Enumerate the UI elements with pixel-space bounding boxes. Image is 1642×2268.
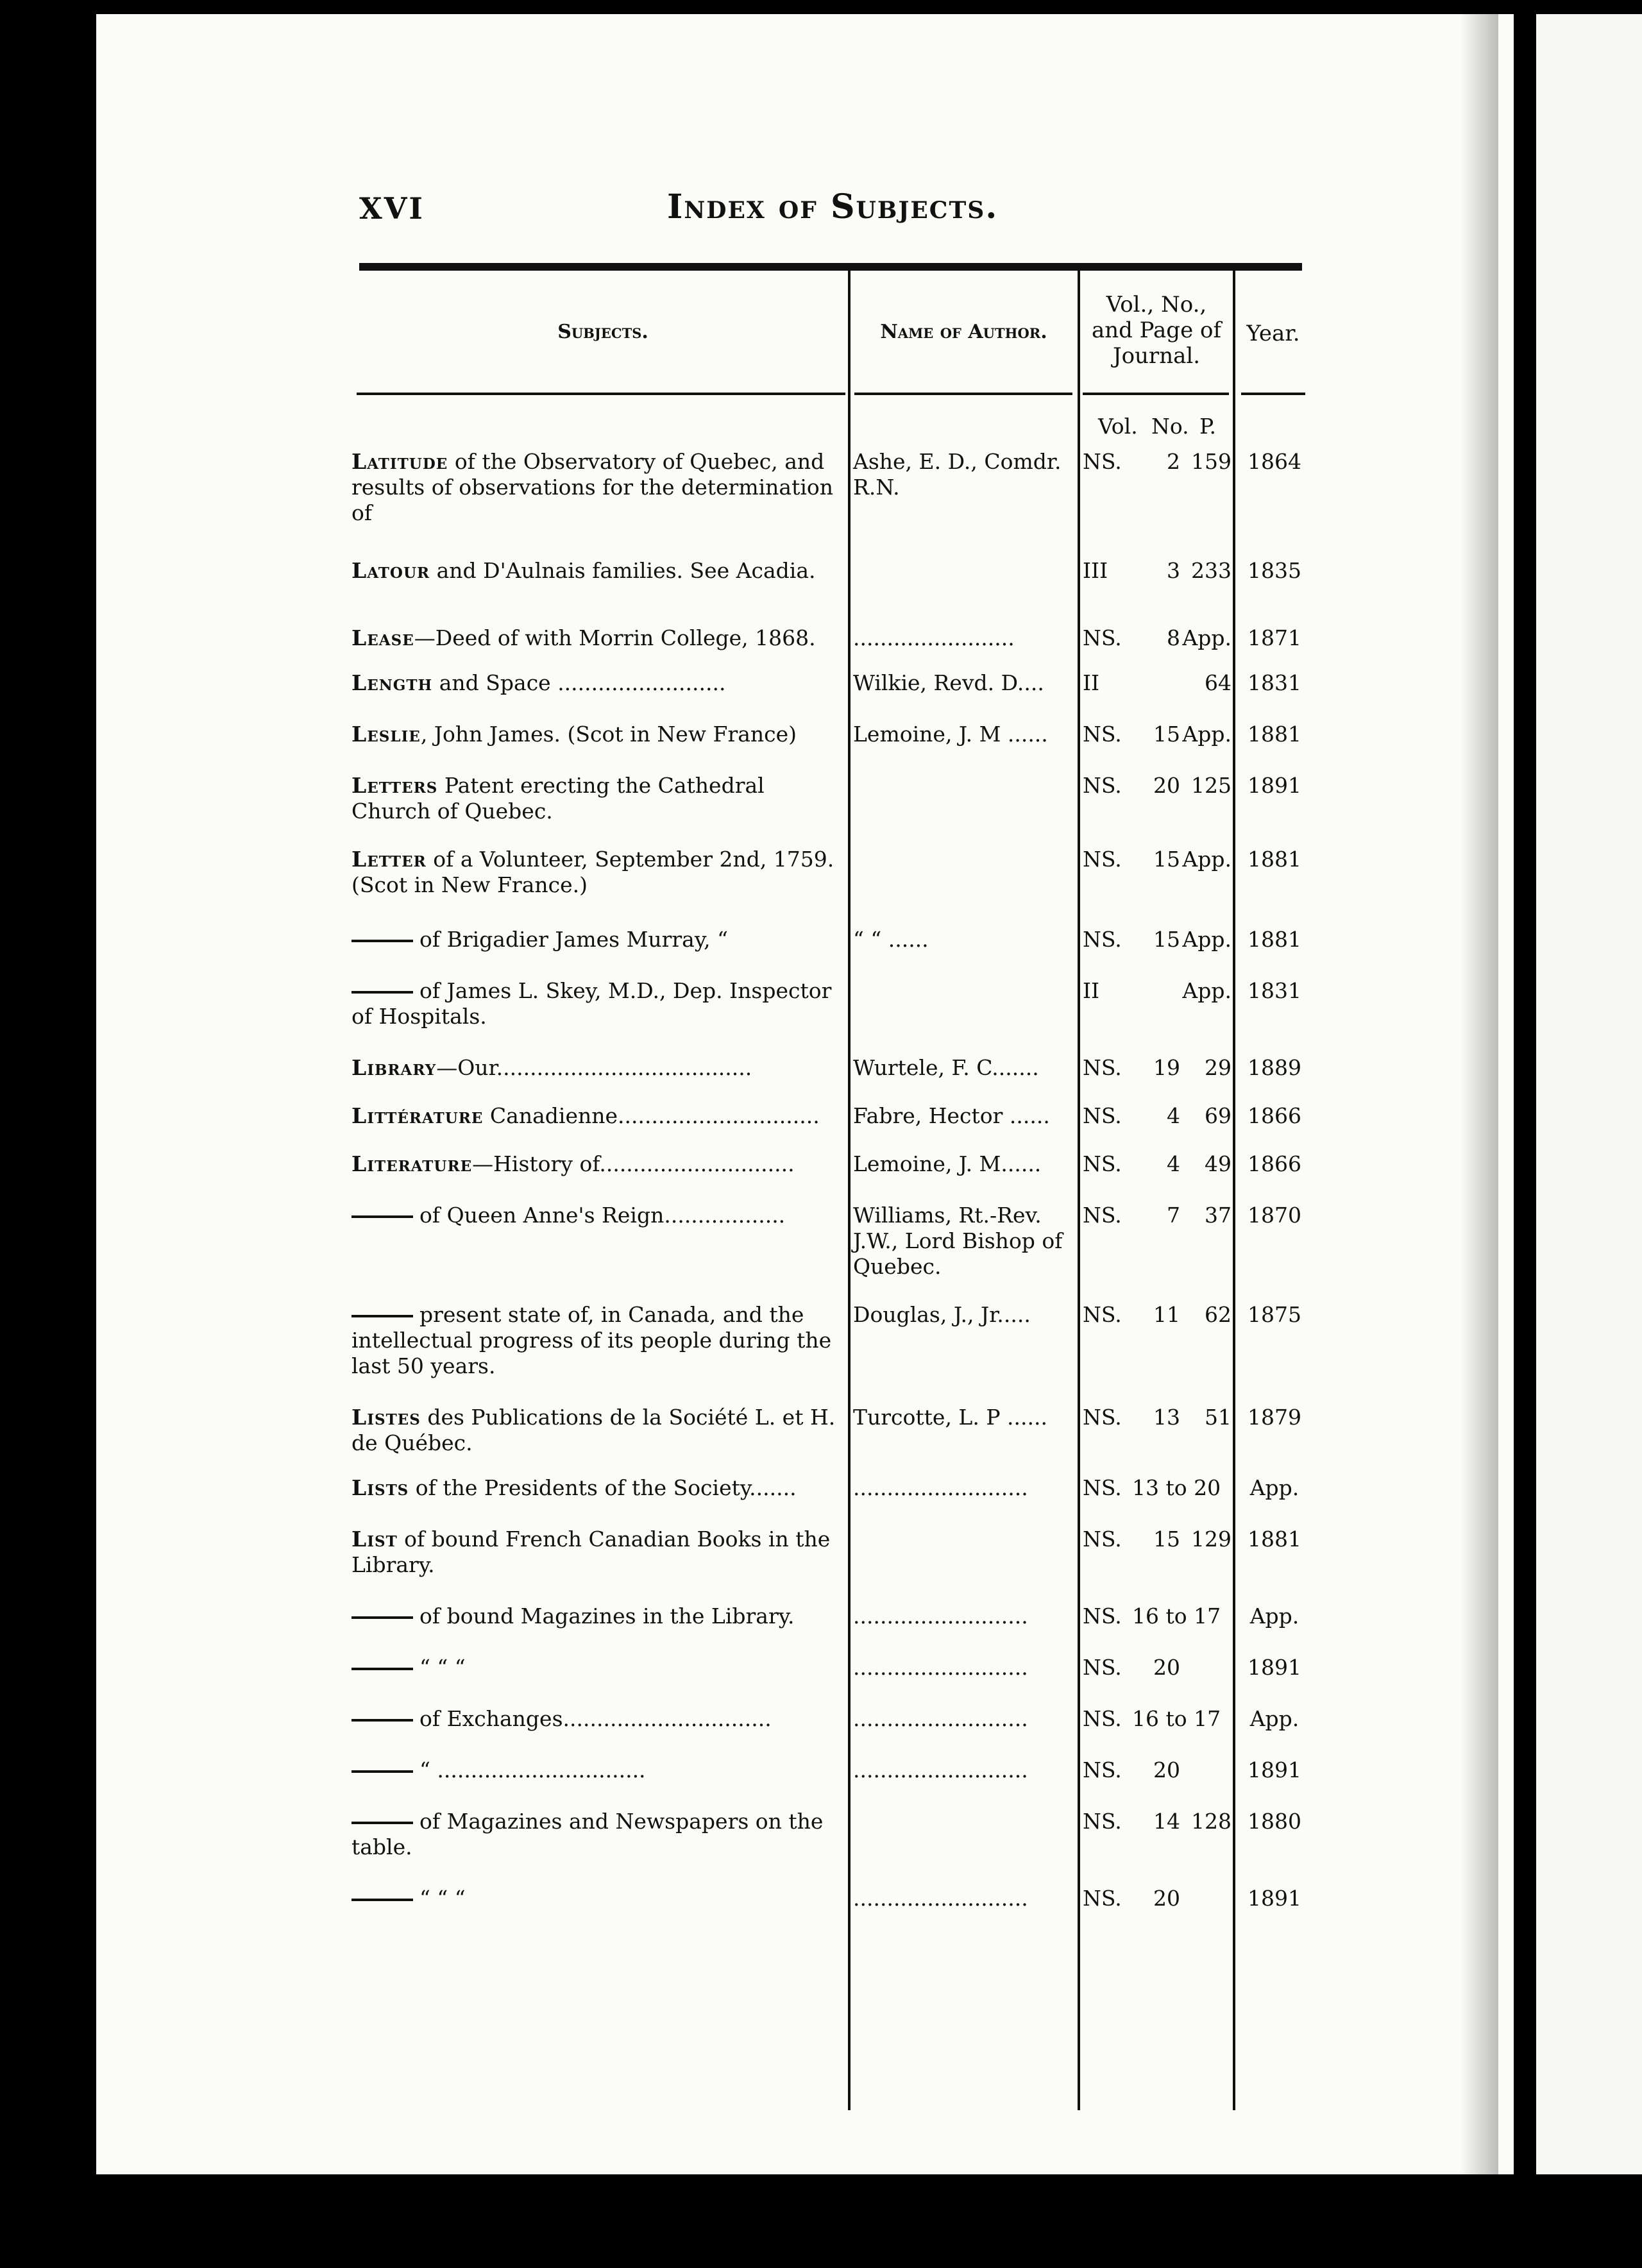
- subject-cell: [351, 1757, 845, 1783]
- volume-number-cell: 2: [1167, 449, 1180, 474]
- year-cell: 1880: [1248, 1809, 1301, 1834]
- year-cell: 1891: [1248, 1757, 1301, 1782]
- subject-text: of a Volunteer, September 2nd, 1759. (Scot in New France.): [351, 847, 834, 897]
- journal-page-cell: App.: [1182, 927, 1232, 952]
- volume-number-cell: 16 to 17: [1132, 1706, 1221, 1731]
- year-cell: App.: [1249, 1604, 1299, 1629]
- volume-series-cell: NS.: [1083, 625, 1122, 650]
- subheader-p: P.: [1199, 414, 1217, 439]
- subheader-no: No.: [1151, 414, 1189, 439]
- subject-cell: [351, 670, 845, 696]
- subject-text: of the Observatory of Quebec, and results of observations for the determination of: [351, 449, 834, 525]
- ditto-dash: [351, 991, 413, 994]
- year-cell: 1835: [1248, 558, 1301, 583]
- subject-text: and D'Aulnais families. See Acadia.: [430, 558, 816, 583]
- author-cell: ..........................: [853, 1886, 1028, 1911]
- author-cell: Wilkie, Revd. D....: [853, 670, 1044, 695]
- year-cell: 1875: [1248, 1302, 1301, 1327]
- subject-text: of bound French Canadian Books in the Library.: [351, 1527, 831, 1577]
- column-divider-volume: [1233, 263, 1235, 2110]
- volume-number-cell: 20: [1153, 1655, 1180, 1680]
- author-cell: Ashe, E. D., Comdr. R.N.: [853, 449, 1062, 500]
- volume-number-cell: 3: [1167, 558, 1180, 583]
- subject-cell: [351, 449, 845, 526]
- journal-page-cell: 69: [1205, 1103, 1232, 1128]
- volume-number-cell: 15: [1153, 927, 1180, 952]
- subject-text: des Publications de la Société L. et H. de Québec.: [351, 1405, 836, 1455]
- volume-series-cell: NS.: [1083, 1886, 1122, 1911]
- subject-text: of Exchanges...............................: [419, 1706, 772, 1731]
- subject-cell: [351, 847, 845, 898]
- volume-series-cell: NS.: [1083, 1706, 1122, 1731]
- year-cell: 1870: [1248, 1203, 1301, 1228]
- ditto-dash: [351, 1215, 413, 1218]
- volume-series-cell: NS.: [1083, 1302, 1122, 1327]
- volume-series-cell: NS.: [1083, 722, 1122, 747]
- author-cell: ........................: [853, 625, 1015, 650]
- facing-page-edge: [1536, 14, 1642, 2174]
- ditto-dash: [351, 1822, 413, 1824]
- header-underline-author: [854, 393, 1072, 395]
- year-cell: 1866: [1248, 1151, 1301, 1176]
- column-divider-subjects: [848, 263, 851, 2110]
- subject-cell: [351, 773, 845, 824]
- journal-page-cell: 128: [1191, 1809, 1232, 1834]
- subject-text: of the Presidents of the Society.......: [409, 1475, 797, 1500]
- year-cell: 1881: [1248, 927, 1301, 952]
- subheader-vol: Vol.: [1098, 414, 1138, 439]
- author-cell: ..........................: [853, 1757, 1028, 1782]
- author-cell: ..........................: [853, 1604, 1028, 1629]
- subject-cell: [351, 1809, 845, 1860]
- year-cell: 1871: [1248, 625, 1301, 650]
- subject-lead-word: Lease: [351, 625, 414, 650]
- volume-series-cell: NS.: [1083, 1527, 1122, 1552]
- subject-text: “ ...............................: [419, 1757, 646, 1782]
- author-cell: “ “ ......: [853, 927, 929, 952]
- year-cell: 1881: [1248, 722, 1301, 747]
- subject-cell: [351, 1475, 845, 1501]
- journal-page-cell: App.: [1182, 847, 1232, 872]
- year-cell: 1866: [1248, 1103, 1301, 1128]
- volume-series-cell: NS.: [1083, 449, 1122, 474]
- column-header-subjects: Subjects.: [557, 321, 648, 343]
- subject-lead-word: Library: [351, 1055, 437, 1080]
- subject-text: of Queen Anne's Reign..................: [419, 1203, 786, 1228]
- ditto-dash: [351, 1899, 413, 1901]
- subject-text: of Magazines and Newspapers on the table.: [351, 1809, 824, 1859]
- volume-number-cell: 15: [1153, 1527, 1180, 1552]
- year-cell: App.: [1249, 1706, 1299, 1731]
- author-cell: Fabre, Hector ......: [853, 1103, 1050, 1128]
- year-cell: 1891: [1248, 1886, 1301, 1911]
- volume-number-cell: 4: [1167, 1151, 1180, 1176]
- subject-text: Patent erecting the Cathedral Church of Quebec.: [351, 773, 765, 824]
- subject-cell: [351, 1103, 845, 1129]
- ditto-dash: [351, 1719, 413, 1722]
- volume-series-cell: II: [1083, 670, 1100, 695]
- volume-number-cell: 14: [1153, 1809, 1180, 1834]
- column-header-year: Year.: [1246, 321, 1300, 346]
- subject-text: , John James. (Scot in New France): [420, 722, 797, 747]
- spine-shadow: [1460, 14, 1498, 2174]
- author-cell: Williams, Rt.-Rev. J.W., Lord Bishop of Quebec.: [853, 1203, 1063, 1279]
- subject-lead-word: Letter: [351, 847, 427, 872]
- year-cell: 1864: [1248, 449, 1301, 474]
- subject-cell: [351, 1203, 845, 1228]
- year-cell: 1831: [1248, 978, 1301, 1003]
- journal-page-cell: 64: [1205, 670, 1232, 695]
- volume-series-cell: NS.: [1083, 1604, 1122, 1629]
- page-title: Index of Subjects.: [667, 187, 999, 226]
- subject-cell: [351, 1655, 845, 1680]
- ditto-dash: [351, 1315, 413, 1317]
- header-underline-year: [1241, 393, 1305, 395]
- header-rule: [359, 263, 1302, 271]
- volume-number-cell: 20: [1153, 1757, 1180, 1782]
- journal-page-cell: 29: [1205, 1055, 1232, 1080]
- year-cell: 1889: [1248, 1055, 1301, 1080]
- author-cell: Douglas, J., Jr.....: [853, 1302, 1031, 1327]
- subject-text: —History of.............................: [472, 1151, 795, 1176]
- subject-cell: [351, 1151, 845, 1177]
- subject-lead-word: Lists: [351, 1475, 409, 1500]
- volume-number-cell: 13: [1153, 1405, 1180, 1430]
- ditto-dash: [351, 1770, 413, 1773]
- volume-series-cell: NS.: [1083, 1405, 1122, 1430]
- subject-text: of Brigadier James Murray, “: [419, 927, 728, 952]
- journal-page-cell: App.: [1182, 978, 1232, 1003]
- subject-cell: [351, 1886, 845, 1911]
- volume-number-cell: 7: [1167, 1203, 1180, 1228]
- subject-cell: [351, 558, 845, 584]
- subject-cell: [351, 1302, 845, 1379]
- journal-page-cell: 49: [1205, 1151, 1232, 1176]
- subject-text: “ “ “: [419, 1655, 466, 1680]
- subject-cell: [351, 1604, 845, 1629]
- subject-lead-word: Latour: [351, 558, 430, 583]
- volume-series-cell: NS.: [1083, 1757, 1122, 1782]
- author-cell: Lemoine, J. M......: [853, 1151, 1042, 1176]
- volume-series-cell: NS.: [1083, 1475, 1122, 1500]
- author-cell: Lemoine, J. M ......: [853, 722, 1048, 747]
- subject-text: “ “ “: [419, 1886, 466, 1911]
- subject-text: present state of, in Canada, and the intellectual progress of its people during the last 50 years.: [351, 1302, 832, 1378]
- year-cell: 1881: [1248, 847, 1301, 872]
- subject-text: Canadienne..............................: [483, 1103, 820, 1128]
- subject-cell: [351, 722, 845, 747]
- journal-page-cell: 129: [1191, 1527, 1232, 1552]
- author-cell: Turcotte, L. P ......: [853, 1405, 1047, 1430]
- volume-series-cell: NS.: [1083, 847, 1122, 872]
- subject-lead-word: Leslie: [351, 722, 421, 747]
- volume-number-cell: 16 to 17: [1132, 1604, 1221, 1629]
- year-cell: App.: [1249, 1475, 1299, 1500]
- journal-page-cell: 125: [1191, 773, 1232, 798]
- volume-series-cell: III: [1083, 558, 1108, 583]
- subject-cell: [351, 1706, 845, 1732]
- volume-series-cell: NS.: [1083, 927, 1122, 952]
- journal-page-cell: 37: [1205, 1203, 1232, 1228]
- volume-series-cell: NS.: [1083, 1103, 1122, 1128]
- journal-page-cell: App.: [1182, 625, 1232, 650]
- volume-series-cell: NS.: [1083, 1151, 1122, 1176]
- journal-page-cell: 62: [1205, 1302, 1232, 1327]
- volume-number-cell: 8: [1167, 625, 1180, 650]
- subject-text: of James L. Skey, M.D., Dep. Inspector of Hospitals.: [351, 978, 832, 1029]
- header-underline-subjects: [357, 393, 845, 395]
- subject-lead-word: Latitude: [351, 449, 448, 474]
- author-cell: Wurtele, F. C.......: [853, 1055, 1039, 1080]
- author-cell: ..........................: [853, 1706, 1028, 1731]
- subject-text: —Deed of with Morrin College, 1868.: [414, 625, 816, 650]
- volume-number-cell: 15: [1153, 847, 1180, 872]
- volume-series-cell: NS.: [1083, 1055, 1122, 1080]
- volume-series-cell: NS.: [1083, 1809, 1122, 1834]
- year-cell: 1831: [1248, 670, 1301, 695]
- journal-page-cell: 233: [1191, 558, 1232, 583]
- volume-number-cell: 20: [1153, 773, 1180, 798]
- volume-series-cell: NS.: [1083, 1655, 1122, 1680]
- subject-text: and Space .........................: [432, 670, 726, 695]
- author-cell: ..........................: [853, 1655, 1028, 1680]
- year-cell: 1891: [1248, 773, 1301, 798]
- journal-page-cell: 51: [1205, 1405, 1232, 1430]
- subject-lead-word: Length: [351, 670, 433, 695]
- ditto-dash: [351, 1668, 413, 1670]
- subject-cell: [351, 1405, 845, 1456]
- subject-lead-word: Letters: [351, 773, 438, 798]
- volume-number-cell: 15: [1153, 722, 1180, 747]
- header-underline-volume: [1083, 393, 1229, 395]
- journal-page-cell: 159: [1191, 449, 1232, 474]
- volume-number-cell: 19: [1153, 1055, 1180, 1080]
- year-cell: 1879: [1248, 1405, 1301, 1430]
- subject-text: of bound Magazines in the Library.: [419, 1604, 795, 1629]
- column-header-volume: Vol., No., and Page of Journal.: [1091, 292, 1222, 369]
- column-divider-author: [1078, 263, 1080, 2110]
- volume-number-cell: 13 to 20: [1132, 1475, 1221, 1500]
- author-cell: ..........................: [853, 1475, 1028, 1500]
- subject-text: —Our......................................: [436, 1055, 752, 1080]
- volume-series-cell: NS.: [1083, 1203, 1122, 1228]
- subject-lead-word: Literature: [351, 1151, 473, 1176]
- volume-number-cell: 4: [1167, 1103, 1180, 1128]
- subject-cell: [351, 625, 845, 651]
- ditto-dash: [351, 1616, 413, 1619]
- volume-number-cell: 11: [1153, 1302, 1180, 1327]
- year-cell: 1891: [1248, 1655, 1301, 1680]
- year-cell: 1881: [1248, 1527, 1301, 1552]
- subject-cell: [351, 927, 845, 952]
- page-number: XVI: [359, 191, 425, 226]
- volume-series-cell: II: [1083, 978, 1100, 1003]
- subject-cell: [351, 978, 845, 1029]
- ditto-dash: [351, 940, 413, 942]
- volume-series-cell: NS.: [1083, 773, 1122, 798]
- subject-cell: [351, 1055, 845, 1081]
- journal-page-cell: App.: [1182, 722, 1232, 747]
- column-header-author: Name of Author.: [880, 321, 1047, 343]
- subject-lead-word: List: [351, 1527, 398, 1552]
- subject-cell: [351, 1527, 845, 1578]
- subject-lead-word: Listes: [351, 1405, 421, 1430]
- volume-number-cell: 20: [1153, 1886, 1180, 1911]
- subject-lead-word: Littérature: [351, 1103, 484, 1128]
